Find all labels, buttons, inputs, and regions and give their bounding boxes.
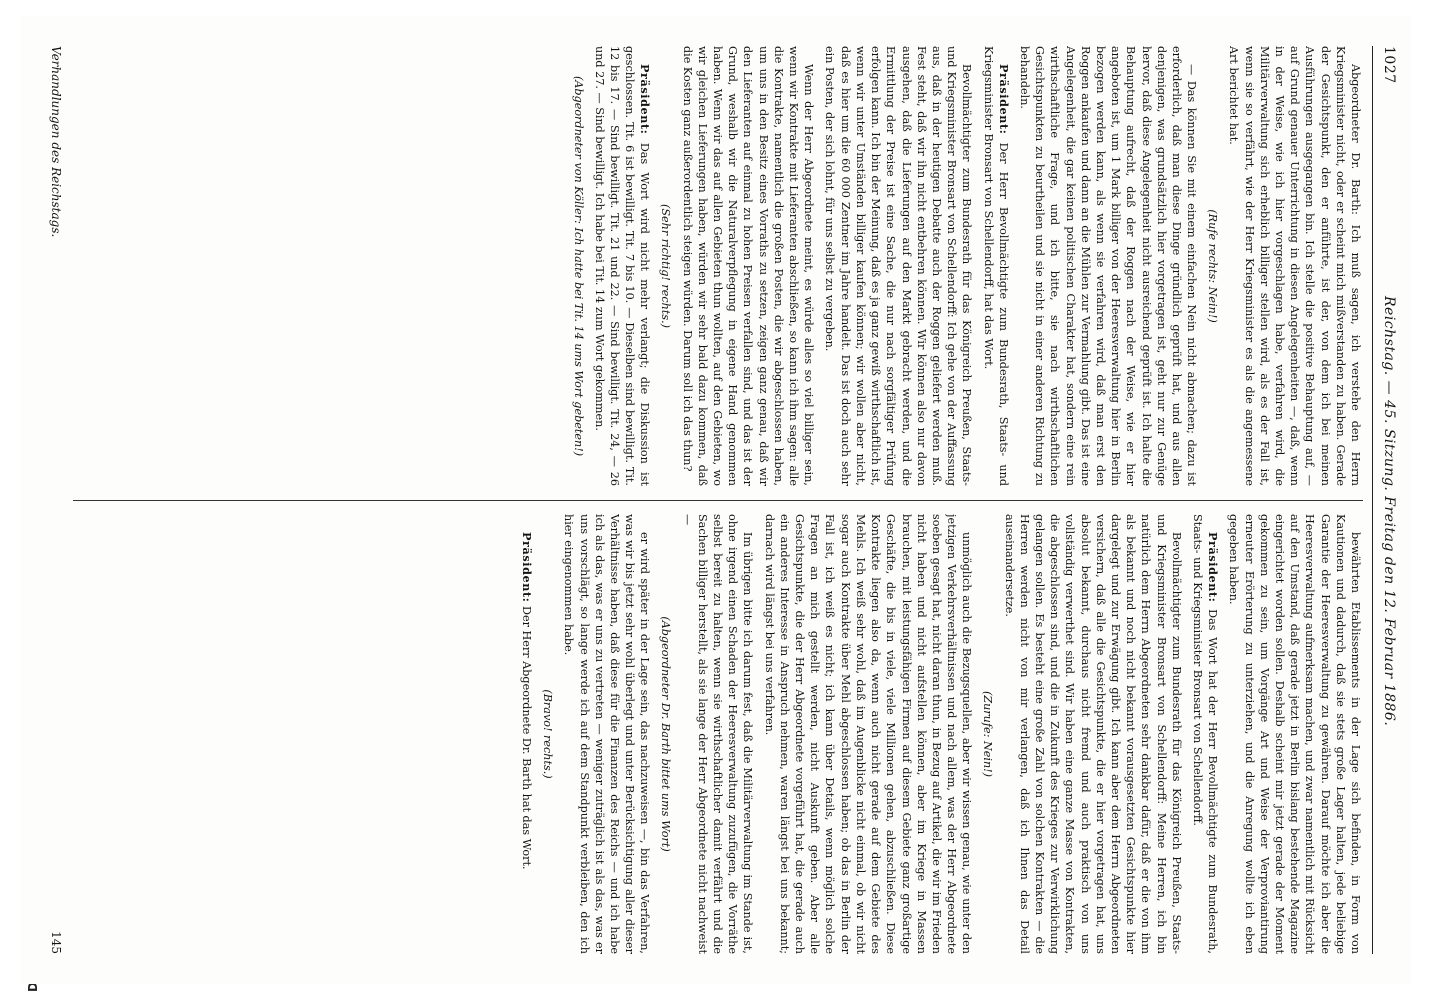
speech-paragraph bbox=[1226, 46, 1363, 486]
paragraph-text: Im übrigen bitte ich darum fest, daß die Militärverwaltung im Stande ist, ohne irgend einen Schaden der Heeresverwaltung zuzufügen, die Vorräthe selbst bereit zu halten, wenn sie wirthschaftlicher damit verfährt und die Sachen billiger herstellt, als sie lange der Herr Abgeordnete nicht nachweist — bbox=[680, 514, 755, 954]
column-divider bbox=[73, 500, 1363, 501]
speech-paragraph bbox=[761, 514, 974, 954]
speech-paragraph bbox=[679, 46, 816, 486]
speech-paragraph bbox=[679, 514, 755, 954]
speech-paragraph bbox=[561, 514, 652, 954]
digitization-strip bbox=[0, 0, 22, 1000]
speech-paragraph bbox=[519, 514, 534, 954]
paragraph-text: Abgeordneter Dr. Barth: Ich muß sagen, ich verstehe den Herrn Kriegsminister nicht, oder er scheint mich mißverstanden zu haben. Gerade der Gesichtspunkt, den er anführte, ist der, von dem ich bei meinen Ausführungen ausgegangen bin. Ich stelle die positive Behauptung auf, — auf Grund genauer Unterrichtung in diesen Angelegenheiten —, daß, wenn in der Weise, wie ich hier vorgeschlagen habe, verfahren wird, die Militärverwaltung sich erheblich billiger stellen wird, als es der Fall ist, wenn sie so verfährt, wie der Herr Kriegsminister es als die angemessene Art berichtet hat. bbox=[1227, 46, 1362, 486]
paragraph-text: Bevollmächtigter zum Bundesrath für das Königreich Preußen, Staats- und Kriegsminister Bronsart von Schellendorff: Ich gehe von der Auffassung aus, daß in der heutigen Debatte auch der Roggen geliefert werden muß. Fest steht, daß wir ihn nicht entbehren können. Wir können also nur davon ausgehen, daß die Lieferungen auf den Markt gebracht werden, und die Ermittlung der Preise ist eine Sache, die nur nach sorgfältiger Prüfung erfolgen kann. Ich bin der Meinung, daß es ja ganz gewiß wirthschaftlich ist, wenn wir unter Umständen billiger kaufen können; wir wollen aber nicht, daß es hier um die 60 000 Zentner im Jahre handelt. Das ist doch auch sehr ein Posten, der sich lohnt, für uns selbst zu vergeben. bbox=[823, 46, 974, 486]
speech-paragraph bbox=[1190, 514, 1220, 954]
speech-paragraph bbox=[1001, 514, 1183, 954]
scanned-page bbox=[21, 16, 1411, 984]
interjection-remark: (Abgeordneter Dr. Barth bittet ums Wort) bbox=[659, 616, 673, 852]
publication-title: Verhandlungen des Reichstags. bbox=[49, 46, 63, 238]
header-rule bbox=[1372, 46, 1373, 954]
paragraph-text: — Das können Sie mit einem einfachen Nein nicht abmachen; dazu ist erforderlich, daß man diese Dinge gründlich geprüft hat, und aus allen denjenigen, was grundsätzlich hier vorgetragen ist, geht nur zur Genüge hervor, daß diese Angelegenheit nicht ausreichend geprüft ist. Ich halte die Behauptung aufrecht, daß der Roggen nach der Weise, wie er hier angeboten ist, um 1 Mark billiger von der Heeresverwaltung hier in Berlin bezogen werden kann, als wenn sie verfahren wird, daß man erst den Roggen ankaufen und dann an die Mühlen zur Vermahlung gibt. Das ist eine Angelegenheit, die gar keinen politischen Charakter hat, sondern eine rein wirthschaftliche Frage, und ich bitte, sie nach wirthschaftlichen Gesichtspunkten zu beurtheilen und sie nicht in einer anderen Richtung zu behandeln. bbox=[1017, 46, 1199, 486]
speaker-label: Präsident: bbox=[520, 532, 535, 603]
paragraph-text: Das Wort wird nicht mehr verlangt; die Diskussion ist geschlossen. Tit. 6 ist bewilligt. Tit. 7 bis 10. — Dieselben sind bewilligt. Tit. 12 bis 17. — Sind bewilligt. Tit. 21 und 22. — Sind bewilligt. Tit. 24, — 26 und 27. — Sind bewilligt. Ich habe bei Tit. 14 zum Wort gekommen. bbox=[592, 46, 652, 486]
speech-paragraph bbox=[1017, 46, 1199, 486]
running-title: Reichstag. — 45. Sitzung. Freitag den 12. Februar 1886. bbox=[1381, 296, 1397, 727]
paragraph-text: er wird später in der Lage sein, das nachzuweisen —, bin das Verfahren, was wir bis jetzt sehr wohl überlegt und unter Berücksichtigung aller dieser Verhältnisse haben, daß diese für die Finanzen des Reichs — und ich habe ich als das, was er uns zu vertreten — weniger zuträglich ist als das, was er uns vorschlägt, so lange werde ich auf dem Standpunkt verbleiben, den ich hier eingenommen habe. bbox=[562, 514, 652, 954]
interjection-remark: (Zurufe: Nein!) bbox=[981, 690, 995, 778]
paragraph-text: Der Herr Abgeordnete Dr. Barth hat das Wort. bbox=[520, 606, 534, 870]
speech-paragraph bbox=[1226, 514, 1363, 954]
page-header bbox=[1371, 46, 1397, 954]
speech-paragraph bbox=[980, 46, 1010, 486]
paragraph-text: unmöglich auch die Bezugsquellen, aber wir wissen genau, wie unter den jetzigen Verkehrsverhältnissen und nach allem, was der Herr Abgeordnete soeben gesagt hat, nicht daran thun, in Bezug auf Artikel, die wir im Frieden nicht haben und nicht aufstellen können, aber im Kriege in Massen brauchen, mit leistungsfähigen Firmen auf diesem Gebiete ganz großartige Geschäfte, die bis in viele, viele Millionen gehen, abzuschließen. Diese Kontrakte liegen also da, wenn auch nicht gerade auf dem Gebiete des Mehls. Ich weiß sehr wohl, daß im Augenblicke nicht einmal, ob wir nicht sogar auch Kontrakte über Mehl abgeschlossen haben; ob das in Berlin der Fall ist, ich weiß es nicht; ich kann über Details, wenn möglich solche Fragen an mich gestellt werden, nicht Auskunft geben. Aber alle Gesichtspunkte, die der Herr Abgeordnete vorgeführt hat, die gerade auch ein anderes Interesse in Anspruch nehmen, waren längst bei uns bekannt; darnach wird längst bei uns verfahren. bbox=[762, 514, 974, 954]
speech-paragraph bbox=[822, 46, 974, 486]
paragraph-text: Bevollmächtigter zum Bundesrath für das Königreich Preußen, Staats- und Kriegsminister Bronsart von Schellendorff: Meine Herren, ich bin natürlich dem Herrn Abgeordneten sehr dankbar dafür, daß er die von ihm als bekannt und noch nicht bekannt vorausgesetzten Gesichtspunkte hier dargelegt und zur Erwägung gibt. Ich kann aber dem Herrn Abgeordneten versichern, daß alle die Gesichtspunkte, die er hier vorgetragen hat, uns absolut bekannt, durchaus nicht fremd und auch praktisch von uns vollständig verwerthet sind. Wir haben eine ganze Masse von Kontrakten, die abgeschlossen sind, und die in Zukunft des Krieges zur Verwirklichung gelangen sollen. Es besteht eine große Zahl von solchen Kontrakten — die Herren werden nicht von mir verlangen, daß ich Ihnen das Detail auseinandersetze. bbox=[1002, 514, 1183, 954]
speech-paragraph bbox=[592, 46, 653, 486]
interjection-remark: (Abgeordneter von Köller: Ich hatte bei Tit. 14 ums Wort gebeten!) bbox=[571, 75, 585, 457]
paragraph-text: Das Wort hat der Herr Bevollmächtigte zum Bundesrath, Staats- und Kriegsminister Bronsart von Schellendorff. bbox=[1190, 514, 1220, 954]
sheet-number: 145 bbox=[49, 931, 63, 954]
speaker-label: Präsident: bbox=[1206, 532, 1221, 603]
speaker-label: Präsident: bbox=[638, 64, 653, 135]
interjection-remark: (Bravo! rechts.) bbox=[541, 689, 555, 779]
left-column bbox=[73, 46, 1363, 486]
paragraph-text: Der Herr Bevollmächtigte zum Bundesrath, Staats- und Kriegsminister Bronsart von Schellendorff, hat das Wort. bbox=[981, 46, 1010, 486]
paragraph-text: bewährten Etablissements in der Lage sich befinden, in Form von Kautionen und dadurch, daß sie stets große Lager halten, jede beliebige Garantie der Heeresverwaltung zu gewähren. Darauf möchte ich aber die Heeresverwaltung aufmerksam machen, und zwar namentlich mit Rücksicht auf den Umstand, daß gerade jetzt in Berlin bislang bestehende Magazine eingerichtet worden sollen. Deshalb scheint mir jetzt gerade der Moment gekommen zu sein, um Vorgänge Art und Weise der Verproviantirung erneuter Erörterung zu unterziehen, und die Anregung wollte ich eben gegeben haben. bbox=[1227, 514, 1362, 954]
paragraph-text: Wenn der Herr Abgeordnete meint, es würde alles so viel billiger sein, wenn wir Kontrakte mit Lieferanten abschließen, so kann ich ihm sagen: alle die Kontrakte, namentlich die großen Posten, die wir abgeschlossen haben, um uns in den Besitz eines Vorraths zu setzen, zeigen ganz genau, daß wir den Lieferanten auf einmal zu hohen Preisen verfallen sind, und das ist der Grund, weshalb wir die Naturalverpflegung in eigene Hand genommen haben. Wenn wir das auf allen Gebieten thun wollten, auf den Gebieten, wo wir gleichen Lieferungen haben, würden wir sehr bald dazu kommen, daß die Kosten ganz außerordentlich steigen würden. Darum soll ich das thun? bbox=[680, 46, 816, 486]
interjection-remark: (Sehr richtig! rechts.) bbox=[659, 203, 673, 329]
interjection-remark: (Rufe rechts: Nein!) bbox=[1206, 209, 1220, 323]
right-column bbox=[73, 514, 1363, 954]
page-number: 1027 bbox=[1381, 46, 1397, 84]
speaker-label: Präsident: bbox=[996, 64, 1011, 135]
